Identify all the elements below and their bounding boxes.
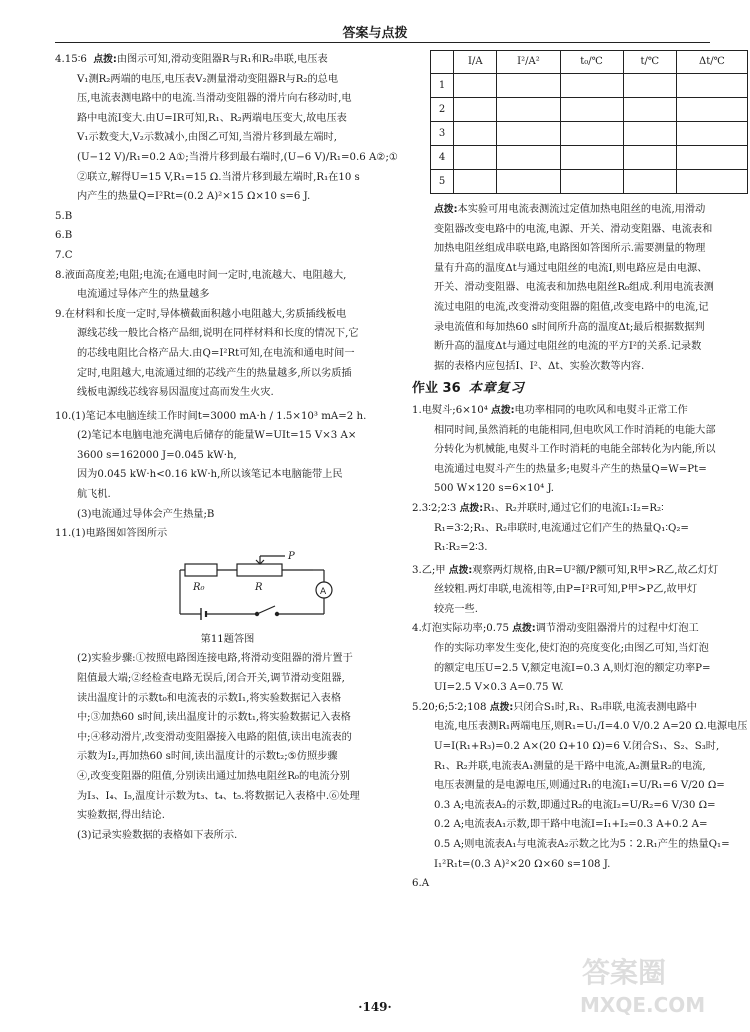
answer-text: 电流,电压表测R₁两端电压,则R₁=U₁/I=4.0 V/0.2 A=20 Ω.电源电压 [434, 721, 748, 733]
answer-4 [55, 50, 400, 207]
answer-text: UI=2.5 V×0.3 A=0.75 W. [434, 682, 564, 694]
answer-value: 5.20;6;5∶2;108 [412, 701, 487, 713]
answer-text: 的额定电压U=2.5 V,额定电流I=0.3 A,则灯泡的额定功率P= [434, 662, 711, 674]
circuit-diagram [55, 548, 400, 628]
answer-text: U=I(R₁+R₃)=0.2 A×(20 Ω+10 Ω)=6 V.闭合S₁、S₂、S₃时, [434, 741, 720, 753]
answer-text: 较亮一些. [434, 603, 478, 615]
answer-text: 断升高的温度Δt与通过电阻丝的电流的平方I²的关系.记录数 [434, 341, 702, 353]
answer-text: 调节滑动变阻器滑片的过程中灯泡工 [535, 623, 699, 635]
answer-text: 500 W×120 s=6×10⁴ J. [434, 483, 554, 495]
answer-6: 6.B [55, 230, 73, 242]
answer-text: 3600 s=162000 J=0.045 kW·h, [77, 449, 237, 461]
review-answer-1 [412, 401, 750, 499]
hint-label: 点拨: [491, 404, 515, 416]
hint-label: 点拨: [459, 502, 484, 514]
answer-text: 源线芯线一般比合格产品细,说明在同样材料和长度的情况下,它 [77, 328, 359, 340]
figure-caption: 第11题答图 [200, 633, 255, 645]
hint-label: 点拨: [93, 54, 117, 65]
answer-text: 丝较粗.两灯串联,电流相等,由P=I²R可知,P甲>P乙,故甲灯 [434, 584, 698, 596]
answer-text: 流过电阻的电流,改变滑动变阻器的阻值,改变电路中的电流,记 [434, 301, 709, 313]
answer-text: 录电流值和每加热60 s时间所升高的温度Δt;最后根据数据判 [434, 321, 705, 333]
answer-9 [55, 305, 400, 403]
review-answer-2 [412, 499, 750, 558]
answer-text: 电压表测量的是电源电压,则通过R₁的电流I₁=U/R₁=6 V/20 Ω= [434, 780, 725, 792]
answer-text: 实验数据,得出结论. [77, 810, 165, 822]
answer-text: (2)笔记本电脑电池充满电后储存的能量W=UIt=15 V×3 A× [77, 430, 357, 442]
answer-text: 中;④移动滑片,改变滑动变阻器接入电路的阻值,读出电流表的 [77, 731, 352, 743]
page-header: 答案与点拨 [342, 26, 408, 41]
answer-text: 据的表格内应包括I、I²、Δt、实验次数等内容. [434, 360, 645, 372]
answer-text: 10.(1)笔记本电脑连续工作时间t=3000 mA·h / 1.5×10³ mA=2 h. [55, 410, 367, 422]
fixed-resistor-r0 [185, 564, 217, 576]
review-answer-5 [412, 698, 750, 874]
answer-text: R₁=3∶2;R₁、R₂串联时,电流通过它们产生的热量Q₁∶Q₂= [434, 522, 689, 534]
row-index: 5 [431, 170, 454, 194]
table-header: I²/A² [497, 51, 560, 74]
answer-text: 0.3 A;电流表A₂的示数,即通过R₂的电流I₂=U/R₂=6 V/30 Ω= [434, 799, 716, 811]
page-number: ·149· [358, 1000, 392, 1014]
answer-value: 15∶6 [64, 54, 87, 65]
hint-label: 点拨: [489, 701, 514, 713]
answer-text: (U−12 V)/R₁=0.2 A①;当滑片移到最右端时,(U−6 V)/R₁=0.6 A②;① [77, 151, 399, 163]
answer-text: V₁示数变大,V₂示数减小,由图乙可知,当滑片移到最左端时, [77, 132, 337, 144]
answer-text: 11.(1)电路图如答图所示 [55, 528, 168, 540]
answer-text: 阻值最大端;②经检查电路无误后,闭合开关,调节滑动变阻器, [77, 673, 345, 685]
row-index: 4 [431, 146, 454, 170]
answer-text: 加热电阻丝组成串联电路,电路图如答图所示.需要测量的物理 [434, 243, 706, 255]
table-header: t₀/℃ [560, 51, 623, 74]
answer-text: R₁、R₂并联时,通过它们的电流I₁∶I₂=R₂∶ [483, 502, 664, 514]
answer-text: 定时,电阻越大,电流通过细的芯线产生的热量越多,所以劣质插 [77, 367, 352, 379]
answer-text: 航飞机. [77, 489, 111, 501]
answer-text: 观察两灯规格,由R=U²额/P额可知,R甲>R乙,故乙灯灯 [472, 564, 719, 576]
homework-title: 作业 36 [412, 381, 461, 397]
answer-text: 开关、滑动变阻器、电流表和加热电阻丝R₀组成.利用电流表测 [434, 282, 714, 294]
circuit-svg [55, 548, 400, 628]
answer-text: 量有升高的温度Δt与通过电阻丝的电流I,则电路应是由电源、 [434, 262, 708, 274]
answer-text: 作的实际功率发生变化,使灯泡的亮度变化;由图乙可知,当灯泡 [434, 643, 709, 655]
answer-7: 7.C [55, 249, 73, 261]
answer-text: 路中电流I变大.由U=IR可知,R₁、R₂两端电压变大,故电压表 [77, 112, 347, 124]
answer-text: 示数为I₂,再加热60 s时间,读出温度计的示数t₂;⑤仿照步骤 [77, 751, 338, 763]
table-header [431, 51, 454, 74]
homework-heading [412, 379, 750, 399]
answer-10 [55, 407, 400, 525]
review-answer-4 [412, 619, 750, 697]
answer-5: 5.B [55, 210, 73, 222]
table-header: I/A [454, 51, 497, 74]
answer-text: 变阻器改变电路中的电流,电源、开关、滑动变阻器、电流表和 [434, 223, 713, 235]
homework-subtitle: 本章复习 [468, 381, 525, 397]
table-header: Δt/℃ [676, 51, 747, 74]
answer-text: 线板电源线芯线容易因温度过高而发生火灾. [77, 387, 274, 399]
answer-text: 中;③加热60 s时间,读出温度计的示数t₁,将实验数据记入表格 [77, 712, 351, 724]
answer-text: 为I₃、I₄、I₅,温度计示数为t₃、t₄、t₅.将数据记入表格中.⑥处理 [77, 790, 360, 802]
answer-text: R₁∶R₂=2∶3. [434, 542, 488, 554]
table-row [431, 122, 748, 146]
answer-text: ④,改变变阻器的阻值,分别读出通过加热电阻丝R₀的电流分别 [77, 771, 350, 782]
switch [257, 606, 275, 614]
left-column [55, 50, 400, 845]
answer-text: (3)电流通过导体会产生热量;B [77, 508, 215, 520]
answer-value: 2.3∶2;2∶3 [412, 502, 457, 514]
answer-text: (2)实验步骤:①按照电路图连接电路,将滑动变阻器的滑片置于 [77, 653, 353, 665]
watermark-text: 答案圈 [582, 956, 667, 989]
answer-text: 电流通过电熨斗产生的热量多;电熨斗产生的热量Q=W=Pt= [434, 463, 707, 475]
answer-text: R₁、R₂并联,电流表A₁测量的是干路中电流,A₂测量R₂的电流, [434, 760, 706, 772]
watermark-url: MXQE.COM [580, 993, 706, 1017]
answer-text: I₁²R₁t=(0.3 A)²×20 Ω×60 s=108 J. [434, 858, 611, 870]
answer-8 [55, 266, 400, 305]
answer-text: 0.2 A;电流表A₁示数,即干路中电流I=I₁+I₂=0.3 A+0.2 A= [434, 819, 708, 831]
answer-text: 因为0.045 kW·h<0.16 kW·h,所以该笔记本电脑能带上民 [77, 469, 343, 481]
answer-value: 1.电熨斗;6×10⁴ [412, 404, 488, 416]
hint-label: 点拨: [512, 623, 536, 635]
row-index: 2 [431, 98, 454, 122]
answer-text: 8.液面高度差;电阻;电流;在通电时间一定时,电流越大、电阻越大, [55, 269, 347, 281]
table-header-row [431, 51, 748, 74]
answer-text: 电流通过导体产生的热量越多 [77, 289, 210, 301]
label-r0: R₀ [193, 581, 205, 593]
right-column [412, 50, 750, 894]
label-p: P [288, 550, 295, 562]
answer-text: 本实验可用电流表测流过定值加热电阻丝的电流,用滑动 [457, 204, 706, 215]
header-rule [55, 42, 710, 43]
table-row [431, 98, 748, 122]
table-row [431, 74, 748, 98]
answer-text: 读出温度计的示数t₀和电流表的示数I₁,将实验数据记入表格 [77, 692, 342, 704]
label-ammeter: A [320, 586, 327, 597]
review-answer-3 [412, 561, 750, 620]
label-r: R [255, 581, 263, 593]
rheostat-r [237, 564, 282, 576]
answer-text: (3)记录实验数据的表格如下表所示. [77, 829, 238, 841]
answer-value: 4.灯泡实际功率;0.75 [412, 623, 509, 635]
answer-text: 相同时间,虽然消耗的电能相同,但电吹风工作时消耗的电能大部 [434, 424, 716, 436]
hint-label: 点拨: [448, 564, 473, 576]
answer-text: 分转化为机械能,电熨斗工作时消耗的电能全部转化为内能,所以 [434, 444, 716, 456]
table-note [412, 200, 750, 376]
answer-text: 内产生的热量Q=I²Rt=(0.2 A)²×15 Ω×10 s=6 J. [77, 191, 311, 203]
table-row [431, 146, 748, 170]
hint-label: 点拨: [434, 204, 458, 215]
answer-text: 电功率相同的电吹风和电熨斗正常工作 [514, 404, 688, 416]
answer-text: 由图示可知,滑动变阻器R与R₁和R₂串联,电压表 [116, 54, 328, 65]
answer-number: 4. [55, 54, 65, 65]
answer-text: 只闭合S₁时,R₁、R₃串联,电流表测电路中 [513, 701, 697, 713]
answer-text: V₁测R₂两端的电压,电压表V₂测量滑动变阻器R与R₂的总电 [77, 73, 339, 85]
data-record-table [430, 50, 748, 194]
row-index: 3 [431, 122, 454, 146]
answer-text: 0.5 A;则电流表A₁与电流表A₂示数之比为5∶2.R₁产生的热量Q₁= [434, 839, 730, 850]
answer-11 [55, 524, 400, 845]
answer-text: ②联立,解得U=15 V,R₁=15 Ω.当滑片移到最左端时,R₁在10 s [77, 171, 360, 183]
answer-text: 压,电流表测电路中的电流.当滑动变阻器的滑片向右移动时,电 [77, 93, 352, 105]
table-header: t/℃ [623, 51, 676, 74]
row-index: 1 [431, 74, 454, 98]
table-row [431, 170, 748, 194]
answer-text: 的芯线电阻比合格产品大.由Q=I²Rt可知,在电流和通电时间一 [77, 347, 355, 359]
watermark-logo [572, 948, 722, 1020]
review-answer-6: 6.A [412, 878, 430, 890]
answer-text: 9.在材料和长度一定时,导体横截面积越小电阻越大,劣质插线板电 [55, 308, 347, 320]
answer-value: 3.乙;甲 [412, 564, 446, 576]
